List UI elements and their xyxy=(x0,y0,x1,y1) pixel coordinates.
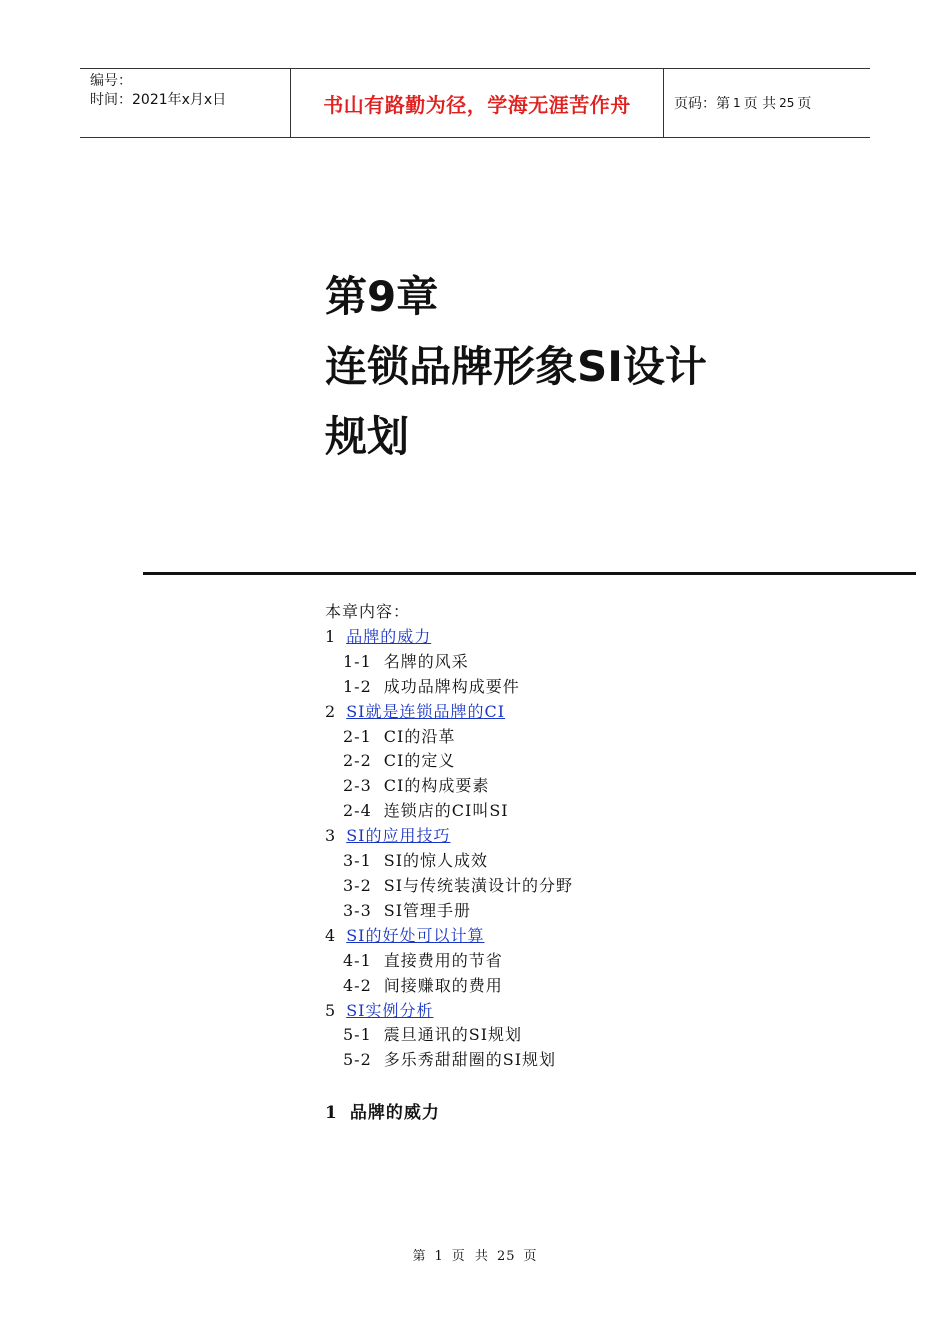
toc-subsection-title: 连锁店的CI叫SI xyxy=(383,801,509,821)
title-divider xyxy=(143,572,916,575)
page-total: 25 xyxy=(779,96,795,110)
section-number: 1 xyxy=(325,1103,338,1123)
chapter-title-line-2: 规划 xyxy=(325,412,410,461)
header-motto: 书山有路勤为径，学海无涯苦作舟 xyxy=(291,69,664,137)
page-header xyxy=(80,68,870,138)
toc-subsection xyxy=(325,949,885,974)
toc-section xyxy=(325,824,885,849)
toc-subsection-number: 3-1 xyxy=(343,851,372,871)
page-prefix: 页码：第 xyxy=(674,96,730,112)
table-of-contents xyxy=(325,600,885,1073)
toc-subsection-title: SI与传统装潢设计的分野 xyxy=(383,875,574,895)
header-page-number xyxy=(664,69,870,137)
toc-subsection-title: 直接费用的节省 xyxy=(383,950,503,970)
toc-subsection-number: 2-3 xyxy=(343,776,372,796)
toc-subsection-number: 3-3 xyxy=(343,900,372,920)
footer-suffix: 页 xyxy=(523,1249,538,1264)
section-heading xyxy=(325,1098,440,1123)
toc-subsection-title: 多乐秀甜甜圈的SI规划 xyxy=(383,1050,557,1070)
toc-subsection xyxy=(325,1048,885,1073)
toc-subsection xyxy=(325,749,885,774)
toc-subsection-number: 4-2 xyxy=(343,975,372,995)
page-suffix: 页 xyxy=(797,96,812,112)
toc-subsection-number: 1-1 xyxy=(343,651,372,671)
toc-subsection-number: 4-1 xyxy=(343,950,372,970)
toc-section-number: 4 xyxy=(325,925,337,945)
toc-subsection-title: 成功品牌构成要件 xyxy=(383,676,520,696)
toc-subsection xyxy=(325,774,885,799)
toc-subsection xyxy=(325,650,885,675)
chapter-title xyxy=(325,262,885,472)
toc-section-number: 3 xyxy=(325,826,337,846)
toc-subsection xyxy=(325,675,885,700)
toc-section-link[interactable]: SI就是连锁品牌的CI xyxy=(346,701,506,721)
serial-label: 编号： xyxy=(90,73,132,89)
toc-section xyxy=(325,625,885,650)
toc-subsection xyxy=(325,874,885,899)
footer-prefix: 第 xyxy=(412,1249,427,1264)
toc-subsection xyxy=(325,1023,885,1048)
footer-mid: 页 共 xyxy=(451,1249,489,1264)
toc-subsection-number: 2-1 xyxy=(343,726,372,746)
toc-section-link[interactable]: SI的好处可以计算 xyxy=(346,925,485,945)
toc-section-number: 2 xyxy=(325,701,337,721)
toc-subsection xyxy=(325,974,885,999)
footer-total: 25 xyxy=(496,1249,516,1264)
time-label: 时间：2021年x月x日 xyxy=(90,92,227,108)
toc-section-link[interactable]: 品牌的威力 xyxy=(346,626,432,646)
toc-section xyxy=(325,924,885,949)
toc-subsection-title: CI的定义 xyxy=(383,751,456,771)
toc-subsection-title: CI的沿革 xyxy=(383,726,456,746)
toc-subsection-number: 2-4 xyxy=(343,801,372,821)
toc-section-link[interactable]: SI实例分析 xyxy=(346,1000,434,1020)
toc-subsection xyxy=(325,799,885,824)
page-current: 1 xyxy=(733,96,741,110)
toc-subsection-number: 1-2 xyxy=(343,676,372,696)
toc-section xyxy=(325,700,885,725)
footer-current: 1 xyxy=(434,1249,444,1264)
toc-subsection-number: 5-2 xyxy=(343,1050,372,1070)
header-meta xyxy=(80,69,291,137)
toc-subsection-number: 2-2 xyxy=(343,751,372,771)
toc-subsection-title: 间接赚取的费用 xyxy=(383,975,503,995)
page-footer xyxy=(0,1245,950,1264)
toc-section-link[interactable]: SI的应用技巧 xyxy=(346,826,451,846)
page-mid: 页 共 xyxy=(743,96,777,112)
toc-subsection-number: 5-1 xyxy=(343,1025,372,1045)
chapter-number: 第9章 xyxy=(325,272,439,321)
toc-subsection-title: 名牌的风采 xyxy=(383,651,469,671)
toc-subsection xyxy=(325,725,885,750)
toc-subsection xyxy=(325,849,885,874)
toc-subsection xyxy=(325,899,885,924)
toc-section-number: 5 xyxy=(325,1000,337,1020)
toc-section-number: 1 xyxy=(325,626,337,646)
toc-label: 本章内容： xyxy=(325,602,411,621)
section-title: 品牌的威力 xyxy=(349,1103,440,1123)
toc-subsection-title: CI的构成要素 xyxy=(383,776,490,796)
toc-subsection-title: 震旦通讯的SI规划 xyxy=(383,1025,523,1045)
toc-subsection-title: SI的惊人成效 xyxy=(383,851,489,871)
toc-section xyxy=(325,999,885,1024)
toc-subsection-number: 3-2 xyxy=(343,875,372,895)
toc-subsection-title: SI管理手册 xyxy=(383,900,472,920)
chapter-title-line-1: 连锁品牌形象SI设计 xyxy=(325,342,707,391)
